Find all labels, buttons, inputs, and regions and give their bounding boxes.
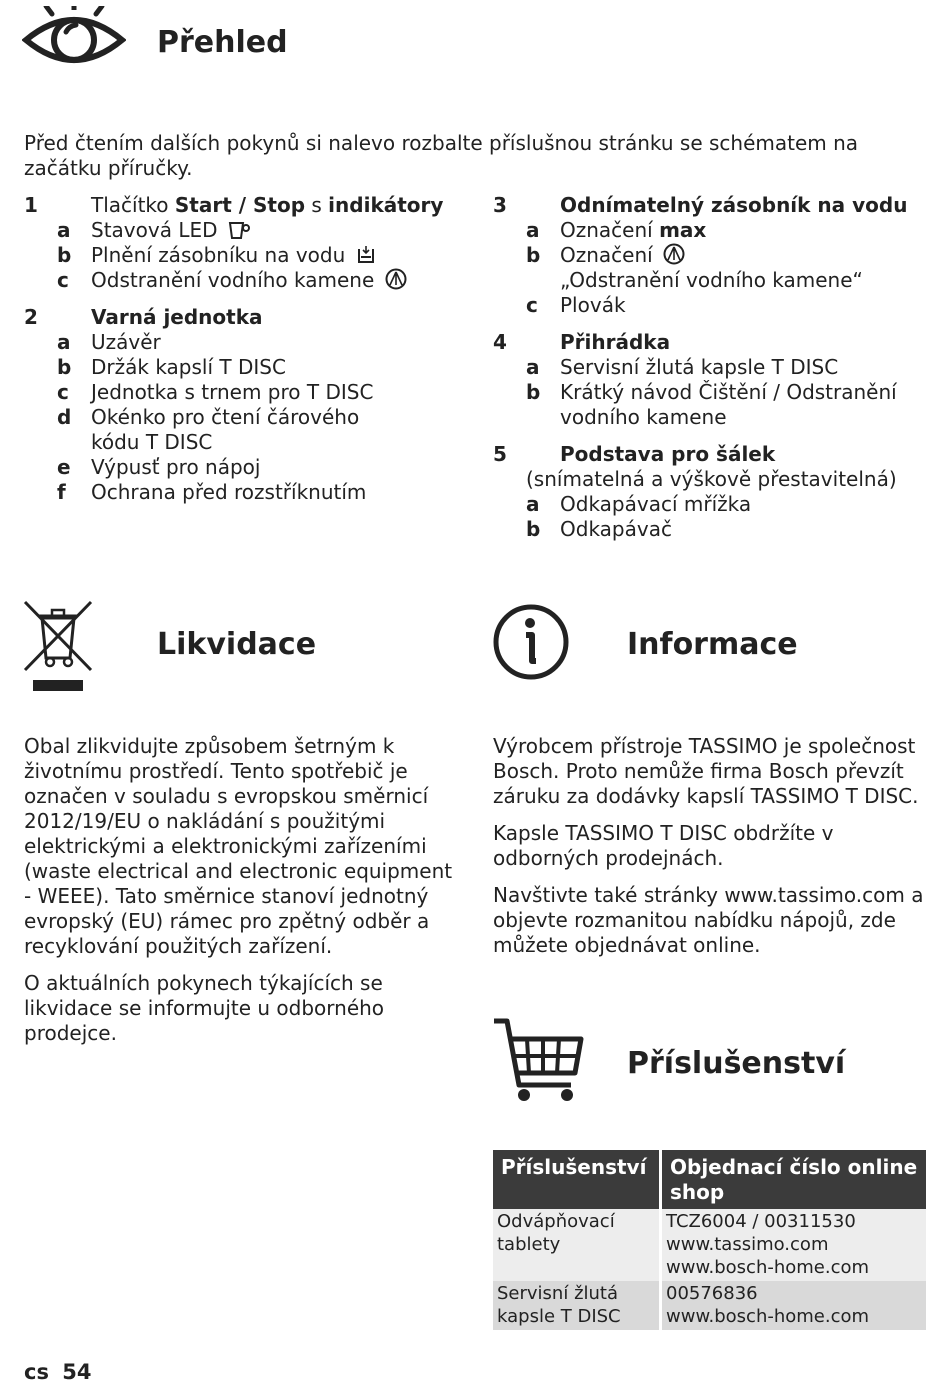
information-title: Informace <box>627 627 798 662</box>
accessory-name: Odvápňovací tablety <box>493 1209 659 1281</box>
weee-bin-icon <box>22 598 94 694</box>
item-text: Plnění zásobníku na vodu <box>91 243 346 267</box>
item-text: Okénko pro čtení čárového kódu T DISC <box>91 405 360 454</box>
information-paragraph-2: Kapsle TASSIMO T DISC obdržíte v odborných prodejnách. <box>493 821 834 870</box>
table-row <box>493 1209 926 1281</box>
item-letter: a <box>526 492 540 516</box>
item-text: Servisní žlutá kapsle T DISC <box>560 355 839 379</box>
accessory-name: Servisní žlutá kapsle T DISC <box>493 1281 659 1330</box>
item-text: Jednotka s trnem pro T DISC <box>91 380 374 404</box>
group-number: 3 <box>493 193 507 217</box>
shop-url: www.bosch-home.com <box>666 1306 870 1327</box>
item-text: Držák kapslí T DISC <box>91 355 286 379</box>
cup-led-icon <box>228 220 250 240</box>
page-number: 54 <box>62 1360 92 1384</box>
overview-intro: Před čtením dalších pokynů si nalevo rozbalte příslušnou stránku se schématem na začátku příručky. <box>24 131 859 180</box>
overview-title: Přehled <box>157 25 288 60</box>
info-icon <box>492 603 570 681</box>
item-letter: b <box>57 355 72 379</box>
group-heading: Podstava pro šálek <box>560 442 776 466</box>
disposal-title: Likvidace <box>157 627 317 662</box>
overview-list-left <box>24 193 464 517</box>
table-header-accessory: Příslušenství <box>493 1150 659 1209</box>
page-footer <box>24 1360 92 1384</box>
item-text: Stavová LED <box>91 218 218 242</box>
group-heading: Odnímatelný zásobník na vodu <box>560 193 908 217</box>
group-heading-bold: indikátory <box>328 193 444 217</box>
item-letter: e <box>57 455 71 479</box>
water-tank-icon <box>356 245 376 265</box>
item-text: Uzávěr <box>91 330 161 354</box>
item-letter: c <box>57 380 69 404</box>
order-number: TCZ6004 / 00311530 <box>666 1211 856 1232</box>
group-4 <box>493 330 933 430</box>
group-subheading: (snímatelná a výškově přestavitelná) <box>526 467 897 491</box>
disposal-paragraph-1: Obal zlikvidujte způsobem šetrným k životnímu prostředí. Tento spotřebič je označen v souladu s evropskou směrnicí 2012/19/EU o nakládání s použitými elektrickými a elektronickými zařízeními (waste electrical and electronic equipment - WEEE). Tato směrnice stanoví jednotný evropský (EU) rámec pro zpětný odběr a recyklování použitých zařízení. <box>24 734 453 958</box>
item-letter: b <box>526 243 541 267</box>
overview-list-right <box>493 193 933 554</box>
accessories-title: Příslušenství <box>627 1046 846 1081</box>
language-code: cs <box>24 1360 49 1384</box>
item-text-continued: „Odstranění vodního kamene“ <box>560 268 863 292</box>
item-letter: a <box>526 218 540 242</box>
item-text: Odkapávací mřížka <box>560 492 752 516</box>
accessories-table <box>490 1150 929 1330</box>
item-letter: a <box>57 330 71 354</box>
item-text: Odstranění vodního kamene <box>91 268 375 292</box>
descaling-icon <box>385 268 407 290</box>
item-letter: d <box>57 405 72 429</box>
item-text: Ochrana před rozstříknutím <box>91 480 367 504</box>
item-text: Plovák <box>560 293 626 317</box>
item-text: Označení <box>560 243 653 267</box>
item-text: Odkapávač <box>560 517 672 541</box>
item-letter: a <box>526 355 540 379</box>
shop-url: www.bosch-home.com <box>666 1257 870 1278</box>
item-letter: a <box>57 218 71 242</box>
group-number: 1 <box>24 193 38 217</box>
information-paragraph-1: Výrobcem přístroje TASSIMO je společnost Bosch. Proto nemůže firma Bosch převzít záruku za dodávky kapslí TASSIMO T DISC. <box>493 734 919 808</box>
table-header-order-number: Objednací číslo online shop <box>662 1150 926 1209</box>
table-row <box>493 1281 926 1330</box>
order-info <box>662 1281 926 1330</box>
item-text: Výpusť pro nápoj <box>91 455 261 479</box>
item-text: Krátký návod Čištění / Odstranění vodního kamene <box>560 380 897 429</box>
group-heading-part: s <box>305 193 329 217</box>
disposal-text <box>24 734 464 1046</box>
shopping-cart-icon <box>491 1015 585 1105</box>
item-letter: f <box>57 480 66 504</box>
order-number: 00576836 <box>666 1283 758 1304</box>
group-1 <box>24 193 464 293</box>
item-text: Označení <box>560 218 660 242</box>
group-number: 2 <box>24 305 38 329</box>
group-2 <box>24 305 464 505</box>
item-letter: b <box>526 380 541 404</box>
group-heading: Varná jednotka <box>91 305 263 329</box>
descaling-icon <box>663 243 685 265</box>
order-info <box>662 1209 926 1281</box>
item-letter: b <box>526 517 541 541</box>
shop-url: www.tassimo.com <box>666 1234 829 1255</box>
item-letter: c <box>57 268 69 292</box>
disposal-paragraph-2: O aktuálních pokynech týkajících se likvidace se informujte u odborného prodejce. <box>24 971 385 1045</box>
group-3 <box>493 193 933 318</box>
group-5 <box>493 442 933 542</box>
group-heading-part: Tlačítko <box>91 193 175 217</box>
information-text <box>493 734 933 958</box>
group-heading-bold: Start / Stop <box>174 193 306 217</box>
item-letter: c <box>526 293 538 317</box>
item-letter: b <box>57 243 72 267</box>
information-paragraph-3: Navštivte také stránky www.tassimo.com a objevte rozmanitou nabídku nápojů, zde můžete objednávat online. <box>493 883 924 957</box>
item-bold-text: max <box>659 218 707 242</box>
group-number: 5 <box>493 442 507 466</box>
eye-icon <box>22 6 126 72</box>
group-number: 4 <box>493 330 507 354</box>
group-heading: Přihrádka <box>560 330 671 354</box>
